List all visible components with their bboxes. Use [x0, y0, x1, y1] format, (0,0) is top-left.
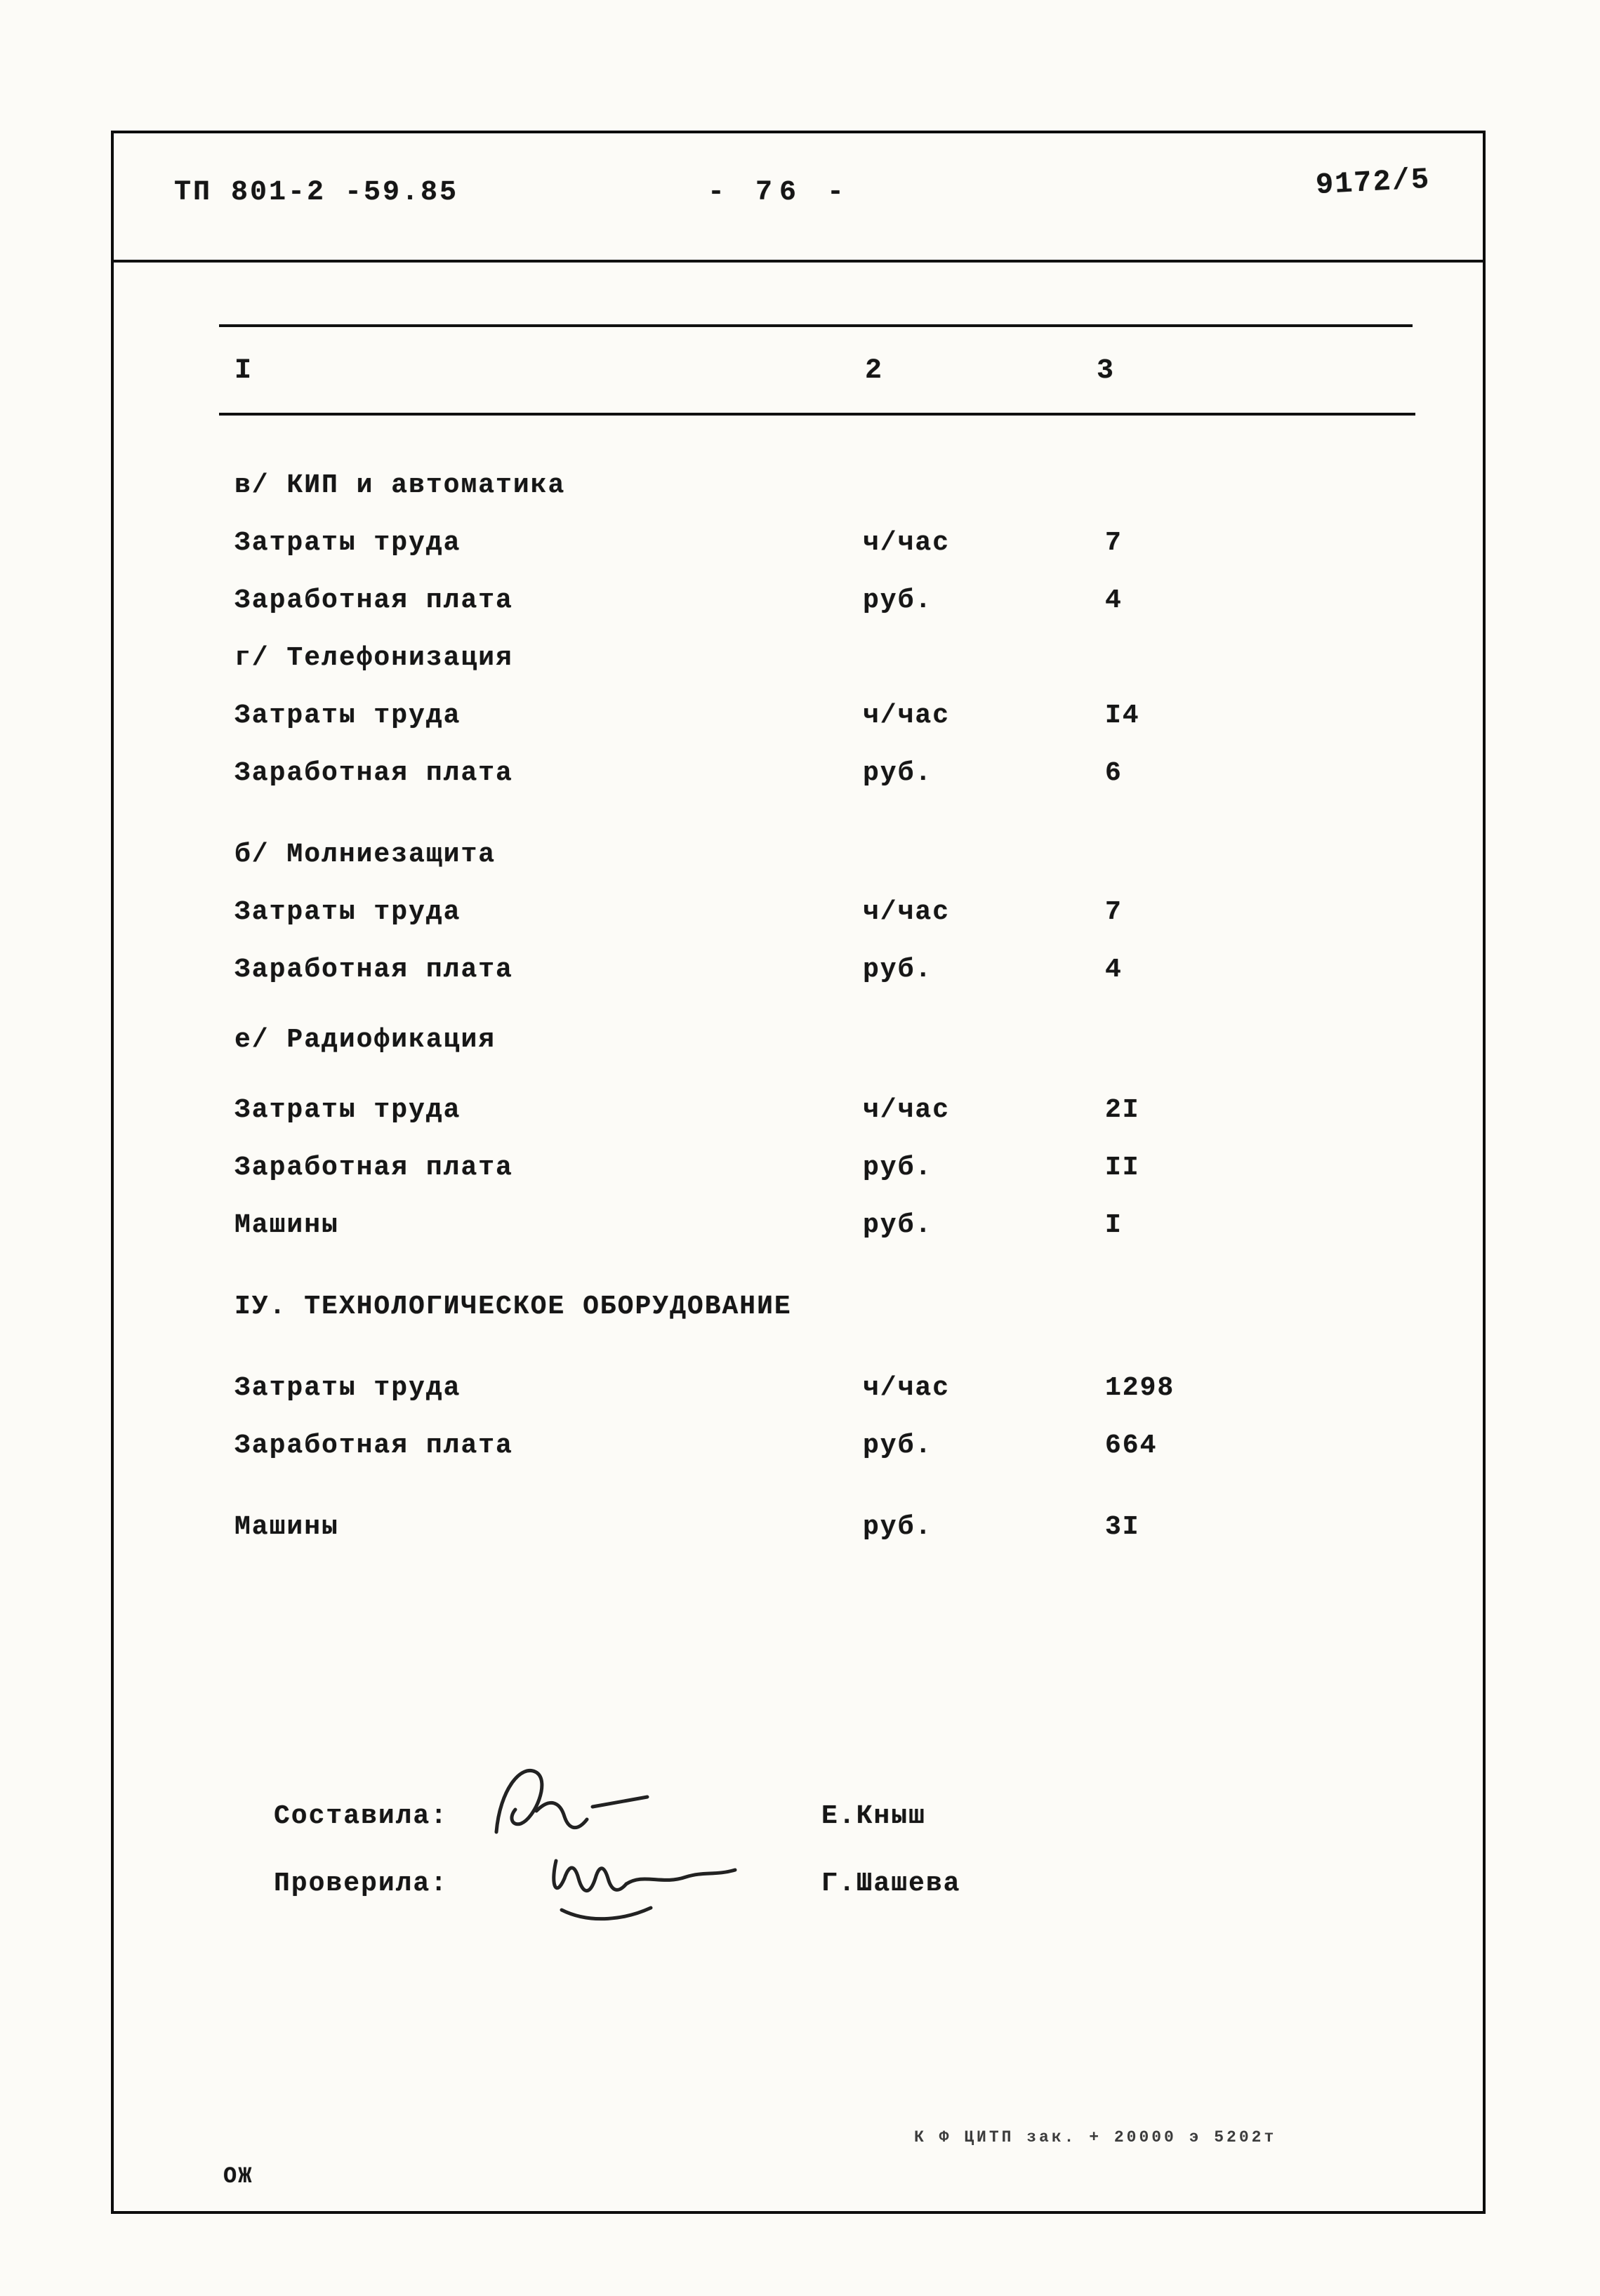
row-label: Затраты труда	[234, 897, 461, 927]
row-unit: руб.	[863, 585, 933, 616]
row-value: 6	[1105, 758, 1123, 788]
footer-left-mark: ОЖ	[223, 2163, 253, 2189]
signature-role-checked: Проверила:	[274, 1869, 449, 1899]
row-label: Затраты труда	[234, 1095, 461, 1125]
row-unit: ч/час	[863, 701, 951, 731]
row-unit: руб.	[863, 1512, 933, 1542]
table-row-section	[234, 840, 1421, 897]
section-title: IУ. ТЕХНОЛОГИЧЕСКОЕ ОБОРУДОВАНИЕ	[234, 1292, 792, 1322]
row-unit: руб.	[863, 1210, 933, 1240]
row-label: Затраты труда	[234, 701, 461, 731]
table-row-section	[234, 1025, 1421, 1082]
table-row	[234, 758, 1421, 816]
table-row	[234, 1512, 1421, 1570]
row-label: е/ Радиофикация	[234, 1025, 496, 1055]
page-number: - 76 -	[708, 177, 852, 208]
column-header-1: I	[234, 355, 253, 387]
row-label: г/ Телефонизация	[234, 643, 513, 673]
table-row	[234, 1153, 1421, 1210]
table-row	[234, 955, 1421, 1012]
table-row	[234, 528, 1421, 585]
row-value: II	[1105, 1153, 1140, 1183]
row-label: Затраты труда	[234, 528, 461, 558]
row-label: Машины	[234, 1512, 339, 1542]
table-row	[234, 1210, 1421, 1268]
row-value: 3I	[1105, 1512, 1140, 1542]
table-row	[234, 897, 1421, 955]
row-unit: руб.	[863, 955, 933, 985]
row-label: б/ Молниезащита	[234, 840, 496, 870]
sheet-number: 9172/5	[1314, 162, 1432, 203]
table-row	[234, 1095, 1421, 1153]
table-body	[234, 470, 1421, 1570]
row-value: 664	[1105, 1431, 1158, 1461]
row-unit: руб.	[863, 1153, 933, 1183]
row-label: Машины	[234, 1210, 339, 1240]
document-frame	[111, 131, 1486, 2214]
row-unit: руб.	[863, 758, 933, 788]
row-value: 1298	[1105, 1373, 1175, 1403]
row-label: Заработная плата	[234, 758, 513, 788]
row-unit: руб.	[863, 1431, 933, 1461]
table-row-title	[234, 1292, 1421, 1349]
row-label: в/ КИП и автоматика	[234, 470, 566, 500]
table-row	[234, 1431, 1421, 1488]
signature-role-compiled: Составила:	[274, 1801, 449, 1831]
table-header-rule	[219, 413, 1415, 416]
table-row	[234, 1373, 1421, 1431]
column-header-2: 2	[865, 355, 884, 387]
document-code: ТП 801-2 -59.85	[174, 177, 459, 208]
row-value: 7	[1105, 897, 1123, 927]
row-unit: ч/час	[863, 1095, 951, 1125]
print-shop-note: К Ф ЦИТП зак. + 20000 э 5202т	[914, 2128, 1277, 2146]
table-row-section	[234, 643, 1421, 701]
header-divider-rule	[114, 260, 1483, 263]
row-value: 4	[1105, 585, 1123, 616]
row-value: 4	[1105, 955, 1123, 985]
row-unit: ч/час	[863, 1373, 951, 1403]
row-unit: ч/час	[863, 528, 951, 558]
signature-name-checked: Г.Шашева	[821, 1869, 961, 1899]
table-row	[234, 585, 1421, 643]
row-value: 7	[1105, 528, 1123, 558]
signature-name-compiled: Е.Кныш	[821, 1801, 926, 1831]
row-value: I	[1105, 1210, 1123, 1240]
row-value: 2I	[1105, 1095, 1140, 1125]
handwritten-signature-checked	[528, 1829, 781, 1949]
row-label: Заработная плата	[234, 1431, 513, 1461]
table-row-section	[234, 470, 1421, 528]
table-row	[234, 701, 1421, 758]
row-label: Заработная плата	[234, 955, 513, 985]
table-top-rule	[219, 324, 1413, 327]
row-label: Заработная плата	[234, 585, 513, 616]
row-unit: ч/час	[863, 897, 951, 927]
row-label: Заработная плата	[234, 1153, 513, 1183]
row-value: I4	[1105, 701, 1140, 731]
row-label: Затраты труда	[234, 1373, 461, 1403]
column-header-3: 3	[1097, 355, 1116, 387]
